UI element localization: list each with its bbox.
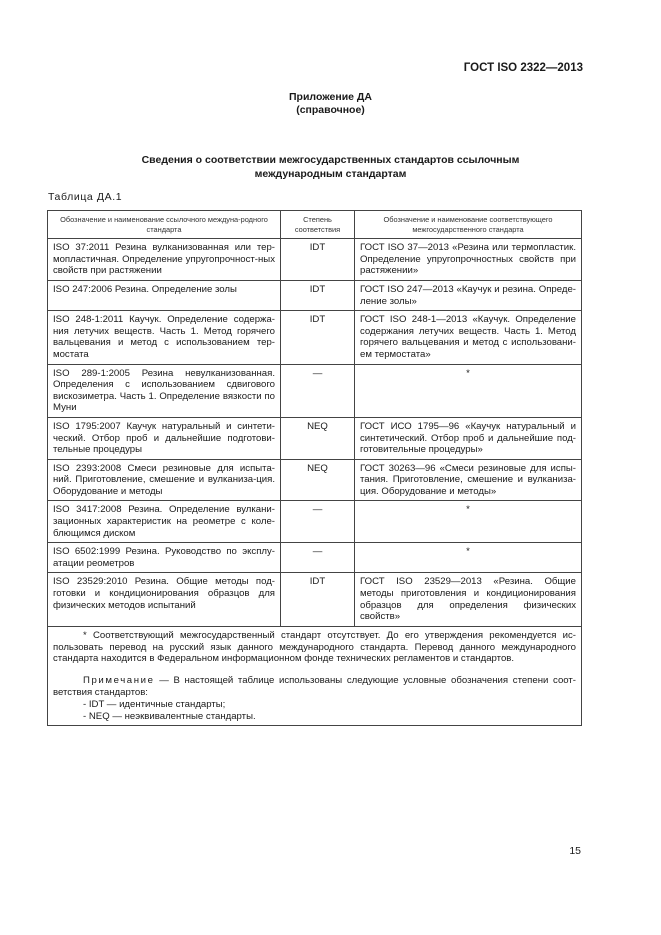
cell-interstate-standard: ГОСТ ISO 37—2013 «Резина или термопластик. Определение упругопрочностных свойств при растяжении»: [355, 239, 582, 281]
cell-interstate-standard: ГОСТ ISO 247—2013 «Каучук и резина. Опреде-ление золы»: [355, 280, 582, 310]
cell-interstate-standard: ГОСТ ИСО 1795—96 «Каучук натуральный и синтетический. Отбор проб и дальнейшие под-готовительные процедуры»: [355, 417, 582, 459]
header-international-standard: Обозначение и наименование ссылочного междуна-родного стандарта: [48, 211, 281, 239]
cell-degree: —: [281, 543, 355, 573]
note: [53, 675, 576, 699]
table-row: [48, 573, 582, 626]
cell-international-standard: ISO 23529:2010 Резина. Общие методы под-готовки и кондиционирования образцов для физических методов испытаний: [48, 573, 281, 626]
note-item-neq: - NEQ — неэквивалентные стандарты.: [83, 710, 256, 722]
cell-international-standard: ISO 1795:2007 Каучук натуральный и синтети-ческий. Отбор проб и дальнейшие подготови-тельные процедуры: [48, 417, 281, 459]
section-title-line-2: международным стандартам: [254, 168, 407, 180]
appendix-title: Приложение ДА: [289, 91, 372, 103]
cell-degree: IDT: [281, 280, 355, 310]
cell-interstate-standard: ГОСТ ISO 248-1—2013 «Каучук. Определение содержания летучих веществ. Часть 1. Метод горячего вальцевания и метод с использовани-ем термостата»: [355, 311, 582, 364]
section-title: [0, 153, 661, 181]
header-degree: Степень соответствия: [281, 211, 355, 239]
table-row: [48, 364, 582, 417]
cell-degree: IDT: [281, 573, 355, 626]
table-row: [48, 543, 582, 573]
cell-international-standard: ISO 289-1:2005 Резина невулканизованная. Определения с использованием сдвигового вискозиметра. Часть 1. Определение вязкости по Муни: [48, 364, 281, 417]
cell-international-standard: ISO 37:2011 Резина вулканизованная или тер-мопластичная. Определение упругопрочност-ных свойств при растяжении: [48, 239, 281, 281]
page-number: 15: [569, 845, 581, 857]
table-footer-row: [48, 626, 582, 726]
cell-international-standard: ISO 2393:2008 Смеси резиновые для испыта-ний. Приготовление, смешение и вулканиза-ция. Оборудование и методы: [48, 459, 281, 501]
cell-degree: IDT: [281, 239, 355, 281]
table-row: [48, 239, 582, 281]
table-header-row: [48, 211, 582, 239]
footnote: * Соответствующий межгосударственный стандарт отсутствует. До его утверждения рекомендуется ис-пользовать перевод на русский язык данного международного стандарта. Перевод данного международного стандарта находится в Федеральном информационном фонде технических регламентов и стандартов.: [53, 629, 576, 665]
cell-degree: NEQ: [281, 459, 355, 501]
section-title-line-1: Сведения о соответствии межгосударственных стандартов ссылочным: [141, 154, 520, 166]
appendix-subtitle: (справочное): [296, 104, 365, 116]
cell-degree: —: [281, 501, 355, 543]
cell-degree: —: [281, 364, 355, 417]
standards-table: [47, 210, 582, 726]
cell-degree: NEQ: [281, 417, 355, 459]
header-interstate-standard: Обозначение и наименование соответствующего межгосударственного стандарта: [355, 211, 582, 239]
cell-international-standard: ISO 248-1:2011 Каучук. Определение содержа-ния летучих веществ. Часть 1. Метод горячего вальцевания и метод с использованием тер-мостата: [48, 311, 281, 364]
note-text: — В настоящей таблице использованы следующие условные обозначения степени соот-ветствия стандартов:: [53, 675, 576, 698]
table-row: [48, 311, 582, 364]
table-row: [48, 459, 582, 501]
appendix-heading: [0, 91, 661, 117]
cell-interstate-standard: *: [355, 543, 582, 573]
cell-degree: IDT: [281, 311, 355, 364]
table-row: [48, 417, 582, 459]
cell-international-standard: ISO 247:2006 Резина. Определение золы: [48, 280, 281, 310]
note-label: Примечание: [83, 675, 155, 687]
table-footer: [48, 626, 582, 726]
table-caption: Таблица ДА.1: [48, 191, 123, 203]
note-item-idt: - IDT — идентичные стандарты;: [83, 698, 226, 710]
cell-interstate-standard: *: [355, 501, 582, 543]
table-row: [48, 280, 582, 310]
cell-international-standard: ISO 3417:2008 Резина. Определение вулкани-зационных характеристик на реометре с коле-блющимся диском: [48, 501, 281, 543]
cell-interstate-standard: *: [355, 364, 582, 417]
cell-interstate-standard: ГОСТ ISO 23529—2013 «Резина. Общие методы приготовления и кондиционирования образцов для определения физических свойств»: [355, 573, 582, 626]
cell-interstate-standard: ГОСТ 30263—96 «Смеси резиновые для испы-тания. Приготовление, смешение и вулканиза-ция. Оборудование и методы»: [355, 459, 582, 501]
table-row: [48, 501, 582, 543]
document-code: ГОСТ ISO 2322—2013: [463, 62, 583, 74]
cell-international-standard: ISO 6502:1999 Резина. Руководство по эксплу-атации реометров: [48, 543, 281, 573]
